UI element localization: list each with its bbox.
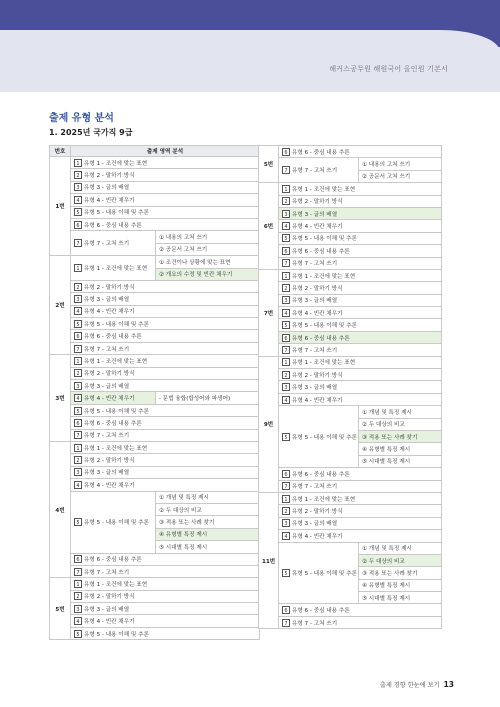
type-row: 2 유형 2 - 말하기 방식 bbox=[71, 169, 260, 181]
checkbox-icon: 6 bbox=[74, 221, 82, 229]
type-row: 4 유형 4 - 빈칸 채우기 bbox=[71, 305, 260, 317]
subtype-cell: ⑤ 시대별 특징 제시 bbox=[156, 541, 260, 553]
subtype-cell: ② 공문서 고쳐 쓰기 bbox=[156, 243, 260, 255]
checkbox-icon: 4 bbox=[74, 196, 82, 204]
type-row: 4 유형 4 - 빈칸 채우기 bbox=[279, 307, 442, 319]
subtype-cell: ④ 유형별 특징 제시 bbox=[359, 579, 442, 591]
checkbox-icon: 3 bbox=[74, 605, 82, 613]
type-row: 1 유형 1 - 조건에 맞는 표현 bbox=[71, 157, 260, 169]
checkbox-icon: 4 bbox=[74, 481, 82, 489]
question-number: 11번 bbox=[259, 492, 279, 628]
type-row: 7 유형 7 - 고쳐 쓰기 bbox=[279, 616, 442, 628]
checkbox-icon: 6 bbox=[282, 247, 290, 255]
type-row: 2 유형 2 - 말하기 방식 bbox=[71, 367, 260, 379]
checkbox-icon: 3 bbox=[74, 382, 82, 390]
subtype-cell: ① 개념 및 특징 제시 bbox=[156, 491, 260, 503]
subtype-cell: ② 두 대상의 비교 bbox=[156, 503, 260, 515]
checkbox-icon: 7 bbox=[74, 568, 82, 576]
subtype-cell-highlighted: ② 두 대상의 비교 bbox=[359, 554, 442, 566]
checkbox-icon: 2 bbox=[74, 171, 82, 179]
type-row: 7 유형 7 - 고쳐 쓰기 bbox=[279, 257, 442, 269]
type-row: 7 유형 7 - 고쳐 쓰기 bbox=[71, 565, 260, 577]
checkbox-icon: 2 bbox=[282, 507, 290, 515]
question-number: 5번 bbox=[259, 146, 279, 183]
type-row: 5 유형 5 - 내용 이해 및 추론 bbox=[71, 206, 260, 218]
subtype-cell: ① 개념 및 특징 제시 bbox=[359, 406, 442, 418]
checkbox-icon: 5 bbox=[74, 630, 82, 638]
question-number: 3번 bbox=[50, 355, 71, 442]
book-title: 해커스공무원 해원국어 올인원 기본서 bbox=[329, 65, 448, 73]
type-row: 2 유형 2 - 말하기 방식 bbox=[279, 282, 442, 294]
type-row: 4 유형 4 - 빈칸 채우기 bbox=[279, 530, 442, 542]
checkbox-icon: 5 bbox=[282, 234, 290, 242]
col-header-number: 번호 bbox=[50, 146, 71, 157]
type-row: 5 유형 5 - 내용 이해 및 추론 bbox=[279, 232, 442, 244]
subtype-cell-highlighted: ③ 적용 또는 사례 찾기 bbox=[359, 430, 442, 442]
checkbox-icon: 4 bbox=[282, 396, 290, 404]
question-number: 9번 bbox=[259, 356, 279, 492]
type-row: 1 유형 1 - 조건에 맞는 표현 bbox=[71, 578, 260, 590]
checkbox-icon: 2 bbox=[74, 283, 82, 291]
checkbox-icon: 4 bbox=[282, 309, 290, 317]
type-row: 7 유형 7 - 고쳐 쓰기 bbox=[279, 344, 442, 356]
checkbox-icon: 7 bbox=[282, 166, 290, 174]
type-row: 6 유형 6 - 중심 내용 추론 bbox=[279, 245, 442, 257]
checkbox-icon: 1 bbox=[282, 185, 290, 193]
exam-title: 1. 2025년 국가직 9급 bbox=[49, 128, 133, 137]
checkbox-icon: 1 bbox=[282, 495, 290, 503]
type-row: 6 유형 6 - 중심 내용 추론 bbox=[279, 604, 442, 616]
type-row: 7 유형 7 - 고쳐 쓰기 bbox=[71, 429, 260, 441]
checkbox-icon: 2 bbox=[282, 284, 290, 292]
subtype-cell: ③ 적용 또는 사례 찾기 bbox=[359, 567, 442, 579]
type-row: 5 유형 5 - 내용 이해 및 추론 bbox=[279, 319, 442, 331]
type-row: 1 유형 1 - 조건에 맞는 표현 bbox=[71, 256, 156, 281]
checkbox-icon: 5 bbox=[282, 321, 290, 329]
subtype-cell-highlighted: ④ 유형별 특징 제시 bbox=[156, 528, 260, 540]
checkbox-icon: 2 bbox=[74, 369, 82, 377]
type-row: 5 유형 5 - 내용 이해 및 추론 bbox=[71, 318, 260, 330]
checkbox-icon: 5 bbox=[74, 407, 82, 415]
checkbox-icon: 7 bbox=[74, 345, 82, 353]
checkbox-icon: 4 bbox=[282, 222, 290, 230]
checkbox-icon: 6 bbox=[74, 419, 82, 427]
type-row: 1 유형 1 - 조건에 맞는 표현 bbox=[279, 492, 442, 504]
type-row: 4 유형 4 - 빈칸 채우기 bbox=[71, 615, 260, 627]
type-row: 3 유형 3 - 글의 배열 bbox=[71, 466, 260, 478]
checkbox-icon: 1 bbox=[74, 580, 82, 588]
subtype-cell: ⑤ 시대별 특징 제시 bbox=[359, 455, 442, 467]
type-row: 3 유형 3 - 글의 배열 bbox=[71, 603, 260, 615]
type-row: 6 유형 6 - 중심 내용 추론 bbox=[71, 218, 260, 230]
type-row: 4 유형 4 - 빈칸 채우기 bbox=[279, 220, 442, 232]
checkbox-icon: 1 bbox=[74, 159, 82, 167]
footer-text: 출제 경향 한눈에 보기 bbox=[379, 682, 440, 689]
checkbox-icon: 6 bbox=[282, 470, 290, 478]
question-number: 5번 bbox=[50, 578, 71, 640]
type-row: 6 유형 6 - 중심 내용 추론 bbox=[71, 330, 260, 342]
page-number: 13 bbox=[443, 680, 454, 689]
page-footer bbox=[380, 680, 454, 689]
subtype-cell: - 문법 융합(합성어와 파생어) bbox=[156, 392, 260, 404]
checkbox-icon: 1 bbox=[282, 272, 290, 280]
type-row: 6 유형 6 - 중심 내용 추론 bbox=[71, 417, 260, 429]
question-number: 1번 bbox=[50, 157, 71, 256]
type-row-highlighted: 6 유형 6 - 중심 내용 추론 bbox=[279, 331, 442, 343]
checkbox-icon: 5 bbox=[74, 518, 82, 526]
checkbox-icon: 3 bbox=[74, 468, 82, 476]
type-row: 2 유형 2 - 말하기 방식 bbox=[71, 280, 260, 292]
type-row: 1 유형 1 - 조건에 맞는 표현 bbox=[279, 269, 442, 281]
checkbox-icon: 4 bbox=[282, 532, 290, 540]
checkbox-icon: 7 bbox=[282, 346, 290, 354]
question-number: 6번 bbox=[259, 183, 279, 270]
type-row: 5 유형 5 - 내용 이해 및 추론 bbox=[71, 627, 260, 639]
question-number: 4번 bbox=[50, 441, 71, 577]
type-row: 6 유형 6 - 중심 내용 추론 bbox=[71, 553, 260, 565]
type-row: 5 유형 5 - 내용 이해 및 추론 bbox=[279, 542, 359, 604]
subtype-cell: ② 공문서 고쳐 쓰기 bbox=[359, 170, 442, 182]
type-row: 2 유형 2 - 말하기 방식 bbox=[279, 505, 442, 517]
subtype-cell: ① 내용의 고쳐 쓰기 bbox=[156, 231, 260, 243]
checkbox-icon: 5 bbox=[282, 433, 290, 441]
type-row: 3 유형 3 - 글의 배열 bbox=[279, 294, 442, 306]
checkbox-icon: 7 bbox=[74, 431, 82, 439]
checkbox-icon: 1 bbox=[74, 357, 82, 365]
type-row: 5 유형 5 - 내용 이해 및 추론 bbox=[279, 406, 359, 468]
checkbox-icon: 3 bbox=[282, 519, 290, 527]
checkbox-icon: 5 bbox=[74, 208, 82, 216]
table-header-row bbox=[50, 146, 260, 157]
type-row: 7 유형 7 - 고쳐 쓰기 bbox=[71, 342, 260, 354]
checkbox-icon: 6 bbox=[74, 555, 82, 563]
type-row: 5 유형 5 - 내용 이해 및 추론 bbox=[71, 491, 156, 553]
checkbox-icon: 3 bbox=[282, 383, 290, 391]
checkbox-icon: 6 bbox=[282, 334, 290, 342]
type-row: 2 유형 2 - 말하기 방식 bbox=[279, 369, 442, 381]
type-row: 2 유형 2 - 말하기 방식 bbox=[71, 590, 260, 602]
checkbox-icon: 4 bbox=[74, 307, 82, 315]
checkbox-icon: 2 bbox=[74, 456, 82, 464]
col-header-area: 출제 영역 분석 bbox=[71, 146, 260, 157]
checkbox-icon: 6 bbox=[282, 148, 290, 156]
type-row: 3 유형 3 - 글의 배열 bbox=[279, 517, 442, 529]
checkbox-icon: 5 bbox=[282, 569, 290, 577]
checkbox-icon: 1 bbox=[74, 264, 82, 272]
type-row: 6 유형 6 - 중심 내용 추론 bbox=[279, 146, 442, 158]
type-row: 4 유형 4 - 빈칸 채우기 bbox=[71, 194, 260, 206]
checkbox-icon: 7 bbox=[74, 239, 82, 247]
subtype-cell: ⑤ 시대별 특징 제시 bbox=[359, 592, 442, 604]
checkbox-icon: 7 bbox=[282, 259, 290, 267]
checkbox-icon: 5 bbox=[74, 320, 82, 328]
checkbox-icon: 3 bbox=[282, 296, 290, 304]
subtype-cell-highlighted: ② 개요의 수정 및 빈칸 채우기 bbox=[156, 268, 260, 280]
type-row: 4 유형 4 - 빈칸 채우기 bbox=[71, 479, 260, 491]
type-row: 3 유형 3 - 글의 배열 bbox=[71, 380, 260, 392]
checkbox-icon: 7 bbox=[282, 482, 290, 490]
subtype-cell: ① 내용의 고쳐 쓰기 bbox=[359, 158, 442, 170]
type-row: 7 유형 7 - 고쳐 쓰기 bbox=[279, 158, 359, 183]
analysis-table-right bbox=[258, 145, 442, 629]
type-row: 3 유형 3 - 글의 배열 bbox=[71, 293, 260, 305]
section-title: 출제 유형 분석 bbox=[49, 113, 114, 124]
checkbox-icon: 2 bbox=[282, 371, 290, 379]
type-row: 1 유형 1 - 조건에 맞는 표현 bbox=[279, 356, 442, 368]
checkbox-icon: 3 bbox=[74, 183, 82, 191]
type-row: 7 유형 7 - 고쳐 쓰기 bbox=[71, 231, 156, 256]
checkbox-icon: 4 bbox=[74, 617, 82, 625]
analysis-table-left bbox=[49, 145, 260, 640]
question-number: 2번 bbox=[50, 256, 71, 355]
type-row: 1 유형 1 - 조건에 맞는 표현 bbox=[279, 183, 442, 195]
checkbox-icon: 2 bbox=[74, 592, 82, 600]
checkbox-icon: 3 bbox=[282, 210, 290, 218]
subtype-cell: ① 개념 및 특징 제시 bbox=[359, 542, 442, 554]
type-row: 1 유형 1 - 조건에 맞는 표현 bbox=[71, 355, 260, 367]
type-row-highlighted: 3 유형 3 - 글의 배열 bbox=[279, 207, 442, 219]
type-row: 1 유형 1 - 조건에 맞는 표현 bbox=[71, 441, 260, 453]
type-row: 7 유형 7 - 고쳐 쓰기 bbox=[279, 480, 442, 492]
checkbox-icon: 1 bbox=[282, 358, 290, 366]
subtype-cell: ③ 적용 또는 사례 찾기 bbox=[156, 516, 260, 528]
subtype-cell: ② 두 대상의 비교 bbox=[359, 418, 442, 430]
checkbox-icon: 4 bbox=[74, 394, 82, 402]
type-row: 2 유형 2 - 말하기 방식 bbox=[71, 454, 260, 466]
type-row: 2 유형 2 - 말하기 방식 bbox=[279, 195, 442, 207]
type-row: 4 유형 4 - 빈칸 채우기 bbox=[279, 393, 442, 405]
checkbox-icon: 3 bbox=[74, 295, 82, 303]
subtype-cell: ① 조건이나 상황에 맞는 표현 bbox=[156, 256, 260, 268]
type-row-highlighted: 4 유형 4 - 빈칸 채우기 bbox=[71, 392, 156, 404]
question-number: 7번 bbox=[259, 269, 279, 356]
checkbox-icon: 7 bbox=[282, 619, 290, 627]
checkbox-icon: 6 bbox=[74, 332, 82, 340]
type-row: 3 유형 3 - 글의 배열 bbox=[279, 381, 442, 393]
type-row: 6 유형 6 - 중심 내용 추론 bbox=[279, 468, 442, 480]
checkbox-icon: 1 bbox=[74, 444, 82, 452]
type-row: 3 유형 3 - 글의 배열 bbox=[71, 181, 260, 193]
type-row: 5 유형 5 - 내용 이해 및 추론 bbox=[71, 404, 260, 416]
subtype-cell: ④ 유형별 특징 제시 bbox=[359, 443, 442, 455]
checkbox-icon: 2 bbox=[282, 197, 290, 205]
checkbox-icon: 6 bbox=[282, 606, 290, 614]
